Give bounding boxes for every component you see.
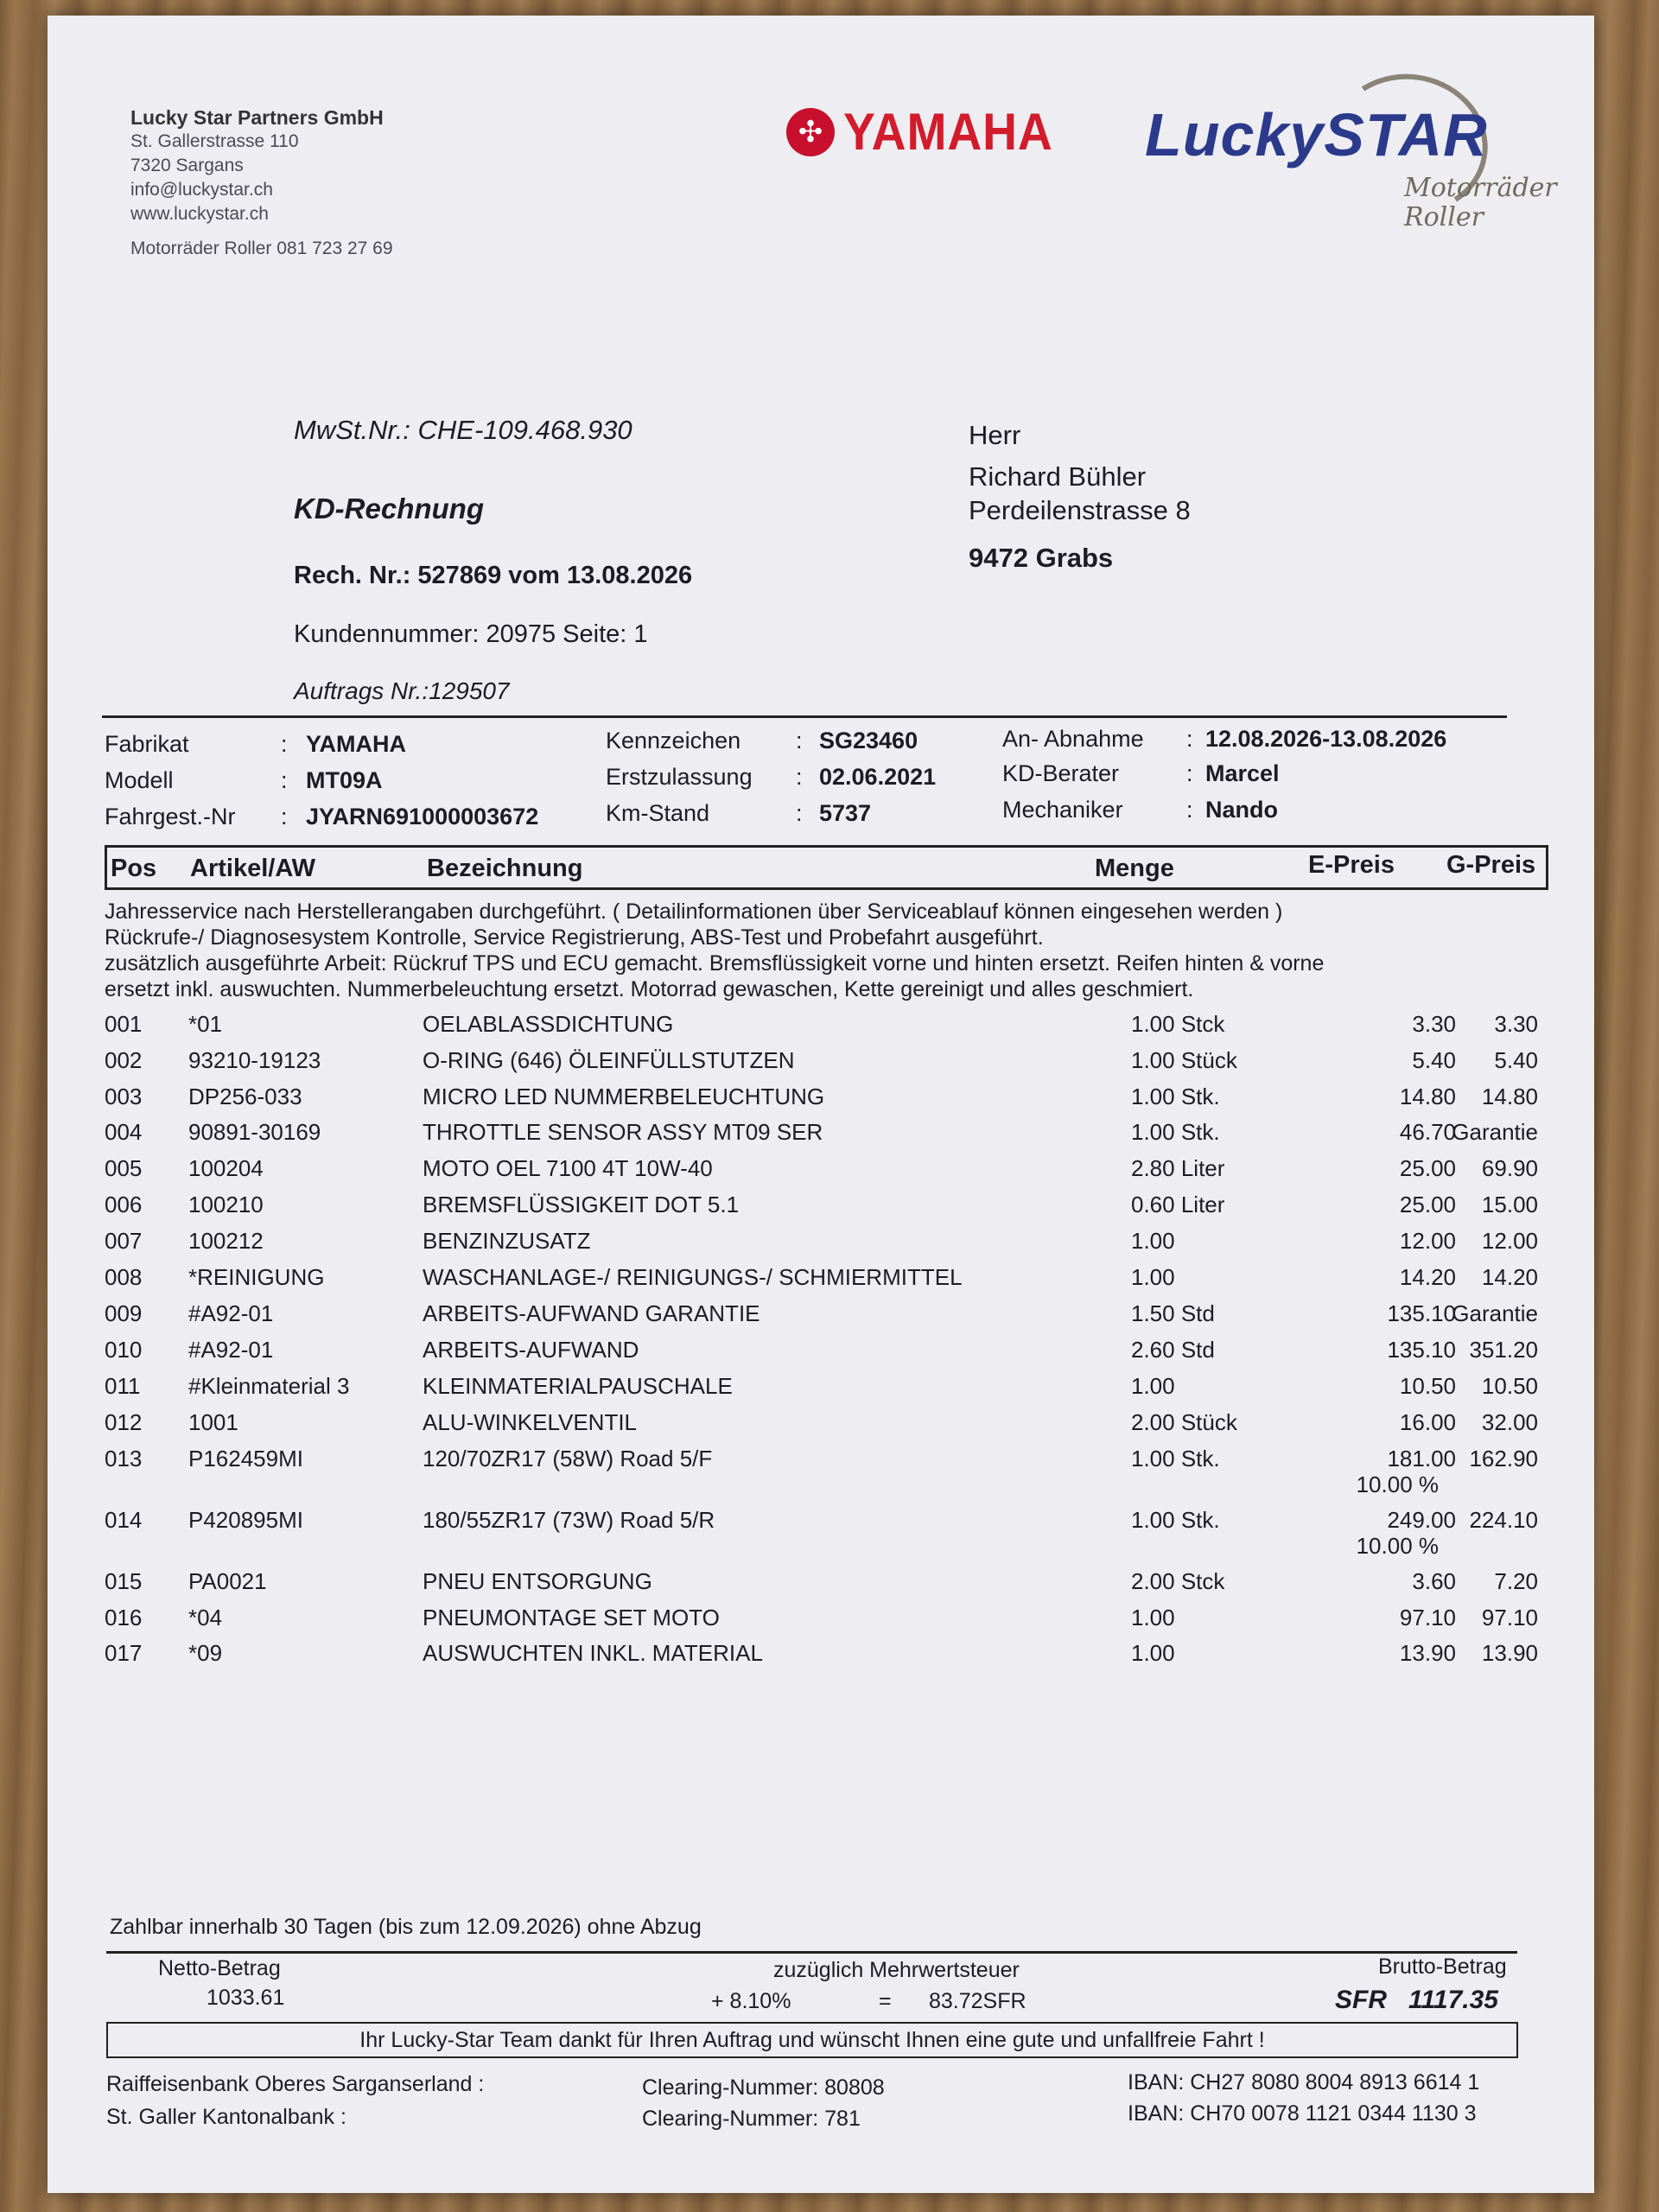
item-unit-price: 181.00	[1387, 1446, 1456, 1471]
item-discount: 10.00 %	[1356, 1471, 1439, 1497]
item-pos: 014	[105, 1507, 143, 1533]
items-table-header	[105, 845, 1548, 890]
totals-divider	[106, 1951, 1517, 1954]
item-total: 15.00	[1481, 1192, 1538, 1217]
vat-label: zuzüglich Mehrwertsteuer	[773, 1958, 1020, 1982]
item-description: BENZINZUSATZ	[423, 1228, 591, 1254]
recipient-salutation: Herr	[969, 420, 1021, 450]
item-article: P420895MI	[188, 1507, 303, 1533]
item-pos: 016	[105, 1605, 143, 1630]
bank-name: St. Galler Kantonalbank :	[106, 2105, 346, 2129]
item-quantity: 1.00 Stk.	[1131, 1507, 1220, 1533]
item-pos: 001	[105, 1011, 143, 1037]
item-description: KLEINMATERIALPAUSCHALE	[423, 1373, 733, 1399]
yamaha-logo	[786, 102, 1071, 162]
customer-number: Kundennummer: 20975 Seite: 1	[294, 620, 648, 648]
thank-you-banner: Ihr Lucky-Star Team dankt für Ihren Auftrag und wünscht Ihnen eine gute und unfallfreie Fahrt !	[106, 2022, 1518, 2058]
company-address	[130, 105, 393, 261]
item-total: 13.90	[1481, 1640, 1538, 1666]
item-unit-price: 3.30	[1412, 1011, 1456, 1037]
vehicle-label-plate: Kennzeichen	[606, 728, 741, 753]
vehicle-label-dates: An- Abnahme	[1002, 726, 1144, 752]
recipient-city: 9472 Grabs	[969, 543, 1114, 573]
item-article: PA0021	[188, 1568, 267, 1594]
item-quantity: 1.00	[1131, 1373, 1175, 1399]
recipient-name: Richard Bühler	[969, 461, 1147, 492]
item-description: MOTO OEL 7100 4T 10W-40	[423, 1155, 713, 1181]
item-unit-price: 249.00	[1387, 1507, 1456, 1533]
item-pos: 012	[105, 1409, 143, 1435]
item-quantity: 1.00 Stck	[1131, 1011, 1225, 1037]
item-description: PNEUMONTAGE SET MOTO	[423, 1605, 720, 1630]
item-unit-price: 135.10	[1387, 1337, 1456, 1363]
bank-clearing: Clearing-Nummer: 781	[642, 2107, 861, 2131]
vehicle-label-registration: Erstzulassung	[606, 764, 753, 790]
company-email: info@luckystar.ch	[130, 180, 273, 200]
item-unit-price: 25.00	[1399, 1155, 1456, 1181]
item-total: Garantie	[1452, 1119, 1538, 1145]
item-description: ARBEITS-AUFWAND	[423, 1337, 639, 1363]
yamaha-tuning-fork-icon: ✣	[786, 108, 835, 156]
col-header-qty: Menge	[1095, 855, 1174, 882]
item-article: #A92-01	[188, 1300, 274, 1326]
payment-terms: Zahlbar innerhalb 30 Tagen (bis zum 12.09.2026) ohne Abzug	[110, 1915, 702, 1939]
item-article: #A92-01	[188, 1337, 274, 1363]
item-unit-price: 16.00	[1399, 1409, 1456, 1435]
item-total: 162.90	[1469, 1446, 1538, 1471]
item-description: O-RING (646) ÖLEINFÜLLSTUTZEN	[423, 1047, 795, 1073]
vehicle-label-vin: Fahrgest.-Nr	[105, 804, 236, 830]
item-article: 90891-30169	[188, 1119, 321, 1145]
vehicle-colon: :	[281, 731, 288, 757]
vat-amount: 83.72SFR	[929, 1989, 1027, 2013]
item-total: 14.80	[1481, 1084, 1538, 1109]
description-line: Jahresservice nach Herstellerangaben durchgeführt. ( Detailinformationen über Serviceablauf können eingesehen werden )	[105, 899, 1283, 924]
item-quantity: 2.00 Stck	[1131, 1568, 1225, 1594]
item-quantity: 0.60 Liter	[1131, 1192, 1225, 1217]
vehicle-label-advisor: KD-Berater	[1002, 760, 1120, 786]
gross-label: Brutto-Betrag	[1378, 1955, 1507, 1979]
item-pos: 005	[105, 1155, 143, 1181]
item-quantity: 1.50 Std	[1131, 1300, 1215, 1326]
item-unit-price: 14.20	[1399, 1264, 1456, 1290]
bank-iban: IBAN: CH70 0078 1121 0344 1130 3	[1128, 2101, 1477, 2126]
item-pos: 011	[105, 1373, 141, 1399]
item-quantity: 1.00	[1131, 1605, 1175, 1630]
item-quantity: 1.00 Stk.	[1131, 1119, 1220, 1145]
yamaha-logo-text: YAMAHA	[843, 103, 1053, 161]
item-article: 1001	[188, 1409, 238, 1435]
item-pos: 004	[105, 1119, 143, 1145]
item-pos: 007	[105, 1228, 143, 1254]
item-total: 32.00	[1481, 1409, 1538, 1435]
item-unit-price: 25.00	[1399, 1192, 1456, 1217]
item-description: ALU-WINKELVENTIL	[423, 1409, 638, 1435]
col-header-description: Bezeichnung	[427, 855, 583, 882]
vehicle-vin: JYARN691000003672	[306, 804, 539, 830]
order-number: Auftrags Nr.:129507	[294, 677, 510, 704]
vehicle-colon: :	[281, 804, 288, 830]
item-total: 7.20	[1494, 1568, 1538, 1594]
item-total: 10.50	[1481, 1373, 1538, 1399]
invoice-number: Rech. Nr.: 527869 vom 13.08.2026	[294, 562, 693, 589]
recipient-street: Perdeilenstrasse 8	[969, 495, 1191, 525]
item-total: 12.00	[1481, 1228, 1538, 1254]
vehicle-dates: 12.08.2026-13.08.2026	[1205, 726, 1447, 752]
item-unit-price: 10.50	[1399, 1373, 1456, 1399]
item-description: 180/55ZR17 (73W) Road 5/R	[423, 1507, 715, 1533]
item-quantity: 1.00 Stk.	[1131, 1446, 1220, 1471]
item-description: AUSWUCHTEN INKL. MATERIAL	[423, 1640, 763, 1666]
company-web: www.luckystar.ch	[130, 204, 269, 224]
item-total: 5.40	[1494, 1047, 1538, 1073]
bank-iban: IBAN: CH27 8080 8004 8913 6614 1	[1128, 2070, 1480, 2094]
vehicle-colon: :	[1186, 726, 1193, 752]
invoice-paper	[48, 16, 1594, 2193]
item-quantity: 2.00 Stück	[1131, 1409, 1237, 1435]
item-total: 69.90	[1481, 1155, 1538, 1181]
item-unit-price: 5.40	[1412, 1047, 1456, 1073]
item-unit-price: 135.10	[1387, 1300, 1456, 1326]
vehicle-colon: :	[281, 767, 288, 793]
item-total: 3.30	[1494, 1011, 1538, 1037]
vehicle-label-km: Km-Stand	[606, 800, 710, 826]
company-phone: Motorräder Roller 081 723 27 69	[130, 238, 393, 258]
item-description: WASCHANLAGE-/ REINIGUNGS-/ SCHMIERMITTEL	[423, 1264, 963, 1290]
item-article: 93210-19123	[188, 1047, 321, 1073]
item-article: 100204	[188, 1155, 264, 1181]
col-header-unit-price: E-Preis	[1308, 851, 1395, 879]
vat-rate: + 8.10%	[711, 1989, 791, 2013]
item-article: *01	[188, 1011, 223, 1037]
item-total: 351.20	[1469, 1337, 1538, 1363]
item-quantity: 1.00	[1131, 1228, 1175, 1254]
item-article: 100212	[188, 1228, 264, 1254]
invoice-type: KD-Rechnung	[294, 493, 484, 524]
company-city: 7320 Sargans	[130, 156, 244, 175]
item-pos: 002	[105, 1047, 143, 1073]
item-pos: 009	[105, 1300, 143, 1326]
item-quantity: 2.80 Liter	[1131, 1155, 1225, 1181]
vehicle-colon: :	[796, 764, 803, 790]
vehicle-label-model: Modell	[105, 767, 174, 793]
item-quantity: 1.00	[1131, 1264, 1175, 1290]
logo-sub-motorraeder: Motorräder	[1404, 173, 1557, 203]
vehicle-colon: :	[796, 800, 803, 826]
item-discount: 10.00 %	[1356, 1533, 1439, 1559]
item-description: MICRO LED NUMMERBELEUCHTUNG	[423, 1084, 825, 1109]
item-description: OELABLASSDICHTUNG	[423, 1011, 674, 1037]
description-line: Rückrufe-/ Diagnosesystem Kontrolle, Service Registrierung, ABS-Test und Probefahrt ausgeführt.	[105, 925, 1044, 950]
gross-value: SFR 1117.35	[1335, 1986, 1498, 2014]
item-quantity: 2.60 Std	[1131, 1337, 1215, 1363]
item-pos: 008	[105, 1264, 143, 1290]
company-name: Lucky Star Partners GmbH	[130, 106, 384, 129]
item-pos: 013	[105, 1446, 143, 1471]
col-header-pos: Pos	[111, 855, 157, 882]
item-description: BREMSFLÜSSIGKEIT DOT 5.1	[423, 1192, 740, 1217]
item-unit-price: 46.70	[1399, 1119, 1456, 1145]
vehicle-label-make: Fabrikat	[105, 731, 189, 757]
item-unit-price: 14.80	[1399, 1084, 1456, 1109]
vehicle-colon: :	[1186, 797, 1193, 823]
net-label: Netto-Betrag	[158, 1956, 281, 1980]
item-pos: 010	[105, 1337, 143, 1363]
vehicle-km: 5737	[819, 800, 872, 826]
item-total: 14.20	[1481, 1264, 1538, 1290]
item-article: *04	[188, 1605, 223, 1630]
item-description: ARBEITS-AUFWAND GARANTIE	[423, 1300, 760, 1326]
description-line: zusätzlich ausgeführte Arbeit: Rückruf TPS und ECU gemacht. Bremsflüssigkeit vorne und hinten ersetzt. Reifen hinten & vorne	[105, 951, 1325, 976]
vehicle-plate: SG23460	[819, 728, 918, 753]
item-unit-price: 12.00	[1399, 1228, 1456, 1254]
vehicle-label-mechanic: Mechaniker	[1002, 797, 1123, 823]
divider-top	[102, 715, 1507, 718]
bank-name: Raiffeisenbank Oberes Sarganserland :	[106, 2072, 485, 2096]
bank-clearing: Clearing-Nummer: 80808	[642, 2075, 885, 2100]
item-pos: 017	[105, 1640, 143, 1666]
vat-number: MwSt.Nr.: CHE-109.468.930	[294, 415, 632, 445]
item-article: P162459MI	[188, 1446, 303, 1471]
vehicle-advisor: Marcel	[1205, 760, 1280, 786]
item-description: THROTTLE SENSOR ASSY MT09 SER	[423, 1119, 823, 1145]
item-description: PNEU ENTSORGUNG	[423, 1568, 652, 1594]
item-total: 97.10	[1481, 1605, 1538, 1630]
vehicle-colon: :	[1186, 760, 1193, 786]
item-article: *09	[188, 1640, 223, 1666]
item-article: *REINIGUNG	[188, 1264, 325, 1290]
item-quantity: 1.00	[1131, 1640, 1175, 1666]
description-line: ersetzt inkl. auswuchten. Nummerbeleuchtung ersetzt. Motorrad gewaschen, Kette gereinigt und alles geschmiert.	[105, 977, 1194, 1001]
item-article: #Kleinmaterial 3	[188, 1373, 350, 1399]
item-article: 100210	[188, 1192, 264, 1217]
vehicle-mechanic: Nando	[1205, 797, 1278, 823]
item-unit-price: 97.10	[1399, 1605, 1456, 1630]
vehicle-colon: :	[796, 728, 803, 753]
item-total: 224.10	[1469, 1507, 1538, 1533]
company-street: St. Gallerstrasse 110	[130, 131, 299, 151]
item-unit-price: 13.90	[1399, 1640, 1456, 1666]
item-pos: 003	[105, 1084, 143, 1109]
item-pos: 015	[105, 1568, 143, 1594]
luckystar-logo-text: LuckySTAR	[1145, 101, 1488, 168]
col-header-article: Artikel/AW	[190, 855, 316, 882]
item-article: DP256-033	[188, 1084, 302, 1109]
vehicle-make: YAMAHA	[306, 731, 407, 757]
vehicle-registration: 02.06.2021	[819, 764, 937, 790]
item-quantity: 1.00 Stück	[1131, 1047, 1237, 1073]
vehicle-model: MT09A	[306, 767, 383, 793]
item-description: 120/70ZR17 (58W) Road 5/F	[423, 1446, 713, 1471]
item-pos: 006	[105, 1192, 143, 1217]
net-value: 1033.61	[207, 1986, 285, 2010]
luckystar-logo-subtitle	[1404, 174, 1557, 232]
luckystar-logo	[1145, 66, 1557, 238]
service-description	[105, 899, 1573, 1002]
logo-sub-roller: Roller	[1404, 202, 1484, 232]
item-quantity: 1.00 Stk.	[1131, 1084, 1220, 1109]
item-unit-price: 3.60	[1412, 1568, 1456, 1594]
col-header-total: G-Preis	[1446, 851, 1536, 879]
equals-sign: =	[879, 1989, 892, 2013]
item-total: Garantie	[1452, 1300, 1538, 1326]
